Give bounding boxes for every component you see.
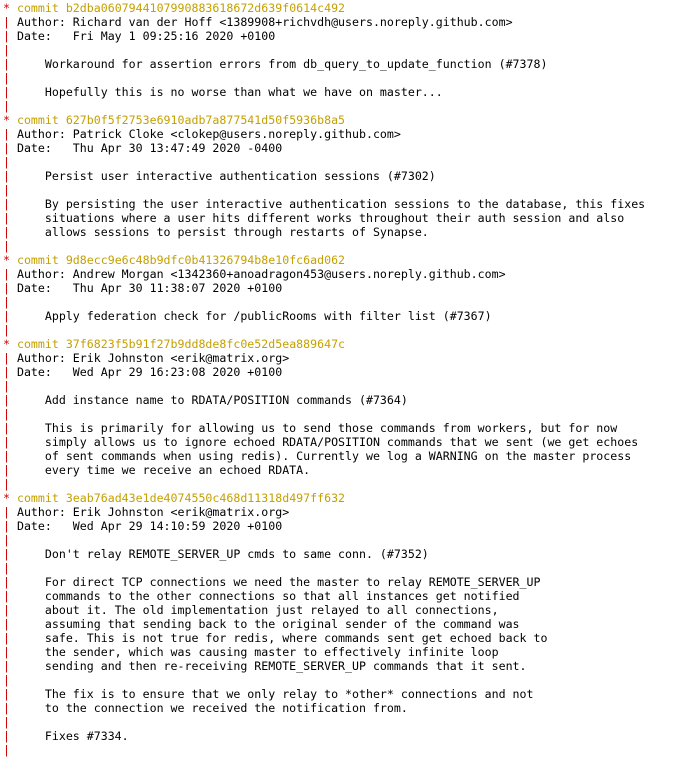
spacer <box>10 1 17 15</box>
message-line: sending and then re-receiving REMOTE_SERVER_UP commands that it sent. <box>9 659 527 673</box>
log-line <box>3 323 692 337</box>
log-line <box>3 127 692 141</box>
log-line <box>3 729 692 743</box>
date-line: Date: Wed Apr 29 16:23:08 2020 +0100 <box>9 365 283 379</box>
message-line: Workaround for assertion errors from db_query_to_update_function (#7378) <box>9 57 548 71</box>
log-line <box>3 29 692 43</box>
log-line <box>3 351 692 365</box>
spacer <box>10 113 17 127</box>
graph-pipe-icon: | <box>3 71 10 85</box>
graph-pipe-icon: | <box>3 729 10 743</box>
spacer <box>10 491 17 505</box>
graph-pipe-icon: | <box>3 225 10 239</box>
log-line <box>3 589 692 603</box>
message-line: allows sessions to persist through restarts of Synapse. <box>9 225 429 239</box>
log-line <box>3 631 692 645</box>
log-line <box>3 295 692 309</box>
commit-hash-line: commit 9d8ecc9e6c48b9dfc0b41326794b8e10fc6ad062 <box>16 253 346 267</box>
date-line: Date: Wed Apr 29 14:10:59 2020 +0100 <box>9 519 283 533</box>
log-line <box>3 197 692 211</box>
message-line: Apply federation check for /publicRooms with filter list (#7367) <box>9 309 492 323</box>
graph-pipe-icon: | <box>3 715 10 729</box>
log-line <box>3 365 692 379</box>
log-line <box>3 393 692 407</box>
graph-pipe-icon: | <box>3 421 10 435</box>
message-line: safe. This is not true for redis, where commands sent get echoed back to <box>9 631 548 645</box>
log-line <box>3 519 692 533</box>
graph-pipe-icon: | <box>3 295 10 309</box>
log-line <box>3 645 692 659</box>
message-line: Persist user interactive authentication sessions (#7302) <box>9 169 436 183</box>
graph-pipe-icon: | <box>3 323 10 337</box>
log-line <box>3 407 692 421</box>
graph-pipe-icon: | <box>3 589 10 603</box>
log-line <box>3 267 692 281</box>
date-line: Date: Thu Apr 30 13:47:49 2020 -0400 <box>9 141 283 155</box>
log-line <box>3 169 692 183</box>
log-line <box>3 309 692 323</box>
graph-pipe-icon: | <box>3 211 10 225</box>
graph-pipe-icon: | <box>3 435 10 449</box>
graph-pipe-icon: | <box>3 351 10 365</box>
log-line <box>3 337 692 351</box>
graph-commit-marker-icon: * <box>3 253 10 267</box>
log-line <box>3 435 692 449</box>
graph-pipe-icon: | <box>3 99 10 113</box>
graph-pipe-icon: | <box>3 393 10 407</box>
message-line: This is primarily for allowing us to send those commands from workers, but for now <box>9 421 618 435</box>
graph-pipe-icon: | <box>3 43 10 57</box>
graph-pipe-icon: | <box>3 645 10 659</box>
message-line: For direct TCP connections we need the master to relay REMOTE_SERVER_UP <box>9 575 541 589</box>
graph-pipe-icon: | <box>3 449 10 463</box>
message-line: every time we receive an echoed RDATA. <box>9 463 311 477</box>
log-line <box>3 71 692 85</box>
message-line: the sender, which was causing master to effectively infinite loop <box>9 645 499 659</box>
log-line <box>3 155 692 169</box>
graph-pipe-icon: | <box>3 15 10 29</box>
log-line <box>3 659 692 673</box>
log-line <box>3 575 692 589</box>
graph-pipe-icon: | <box>3 673 10 687</box>
message-line: situations where a user hits different works throughout their auth session and also <box>9 211 625 225</box>
log-line <box>3 533 692 547</box>
graph-pipe-icon: | <box>3 659 10 673</box>
log-line <box>3 281 692 295</box>
author-line: Author: Erik Johnston <erik@matrix.org> <box>9 351 290 365</box>
date-line: Date: Fri May 1 09:25:16 2020 +0100 <box>9 29 276 43</box>
log-line <box>3 463 692 477</box>
author-line: Author: Andrew Morgan <1342360+anoadragon453@users.noreply.github.com> <box>9 267 506 281</box>
message-line: Don't relay REMOTE_SERVER_UP cmds to same conn. (#7352) <box>9 547 429 561</box>
message-line: of sent commands when using redis). Currently we log a WARNING on the master process <box>9 449 632 463</box>
log-line <box>3 239 692 253</box>
log-line <box>3 1 692 15</box>
log-line <box>3 449 692 463</box>
log-line <box>3 687 692 701</box>
graph-pipe-icon: | <box>3 57 10 71</box>
log-line <box>3 99 692 113</box>
log-line <box>3 225 692 239</box>
message-line: to the connection we received the notification from. <box>9 701 408 715</box>
author-line: Author: Erik Johnston <erik@matrix.org> <box>9 505 290 519</box>
graph-pipe-icon: | <box>3 127 10 141</box>
graph-pipe-icon: | <box>3 141 10 155</box>
log-line <box>3 547 692 561</box>
commit-hash-line: commit 37f6823f5b91f27b9dd8de8fc0e52d5ea889647c <box>16 337 346 351</box>
graph-pipe-icon: | <box>3 617 10 631</box>
message-line: simply allows us to ignore echoed RDATA/POSITION commands that we sent (we get echoes <box>9 435 639 449</box>
log-line <box>3 211 692 225</box>
log-line <box>3 85 692 99</box>
log-line <box>3 379 692 393</box>
graph-pipe-icon: | <box>3 169 10 183</box>
commit-hash-line: commit 627b0f5f2753e6910adb7a877541d50f5936b8a5 <box>16 113 346 127</box>
log-line <box>3 113 692 127</box>
log-line <box>3 253 692 267</box>
graph-pipe-icon: | <box>3 463 10 477</box>
message-line: The fix is to ensure that we only relay to *other* connections and not <box>9 687 534 701</box>
message-line: Add instance name to RDATA/POSITION commands (#7364) <box>9 393 408 407</box>
spacer <box>10 337 17 351</box>
graph-pipe-icon: | <box>3 407 10 421</box>
log-line <box>3 57 692 71</box>
spacer <box>10 253 17 267</box>
message-line: about it. The old implementation just relayed to all connections, <box>9 603 499 617</box>
commit-hash-line: commit 3eab76ad43e1de4074550c468d11318d497ff632 <box>16 491 346 505</box>
graph-pipe-icon: | <box>3 309 10 323</box>
graph-pipe-icon: | <box>3 155 10 169</box>
log-line <box>3 491 692 505</box>
graph-pipe-icon: | <box>3 29 10 43</box>
graph-pipe-icon: | <box>3 519 10 533</box>
commit-hash-line: commit b2dba0607944107990883618672d639f0614c492 <box>16 1 346 15</box>
date-line: Date: Thu Apr 30 11:38:07 2020 +0100 <box>9 281 283 295</box>
graph-pipe-icon: | <box>3 701 10 715</box>
log-line <box>3 673 692 687</box>
message-line: assuming that sending back to the original sender of the command was <box>9 617 520 631</box>
log-line <box>3 617 692 631</box>
message-line: Hopefully this is no worse than what we have on master... <box>9 85 443 99</box>
graph-pipe-icon: | <box>3 561 10 575</box>
log-line <box>3 561 692 575</box>
log-line <box>3 477 692 491</box>
graph-commit-marker-icon: * <box>3 1 10 15</box>
author-line: Author: Patrick Cloke <clokep@users.noreply.github.com> <box>9 127 401 141</box>
graph-pipe-icon: | <box>3 239 10 253</box>
author-line: Author: Richard van der Hoff <1389908+richvdh@users.noreply.github.com> <box>9 15 513 29</box>
log-line <box>3 15 692 29</box>
graph-pipe-icon: | <box>3 365 10 379</box>
message-line: commands to the other connections so that all instances get notified <box>9 589 520 603</box>
log-line <box>3 141 692 155</box>
message-line: By persisting the user interactive authentication sessions to the database, this fixes <box>9 197 646 211</box>
message-line: Fixes #7334. <box>9 729 129 743</box>
graph-commit-marker-icon: * <box>3 491 10 505</box>
log-line <box>3 183 692 197</box>
graph-pipe-icon: | <box>3 575 10 589</box>
log-line <box>3 743 692 757</box>
graph-pipe-icon: | <box>3 379 10 393</box>
graph-commit-marker-icon: * <box>3 113 10 127</box>
graph-commit-marker-icon: * <box>3 337 10 351</box>
graph-pipe-icon: | <box>3 687 10 701</box>
graph-pipe-icon: | <box>3 281 10 295</box>
graph-pipe-icon: | <box>3 533 10 547</box>
graph-pipe-icon: | <box>3 197 10 211</box>
graph-pipe-icon: | <box>3 505 10 519</box>
log-line <box>3 505 692 519</box>
graph-pipe-icon: | <box>3 743 10 757</box>
graph-pipe-icon: | <box>3 85 10 99</box>
graph-pipe-icon: | <box>3 603 10 617</box>
log-line <box>3 43 692 57</box>
log-line <box>3 715 692 729</box>
graph-pipe-icon: | <box>3 631 10 645</box>
graph-pipe-icon: | <box>3 547 10 561</box>
log-line <box>3 421 692 435</box>
log-line <box>3 603 692 617</box>
graph-pipe-icon: | <box>3 267 10 281</box>
graph-pipe-icon: | <box>3 477 10 491</box>
graph-pipe-icon: | <box>3 183 10 197</box>
log-line <box>3 701 692 715</box>
